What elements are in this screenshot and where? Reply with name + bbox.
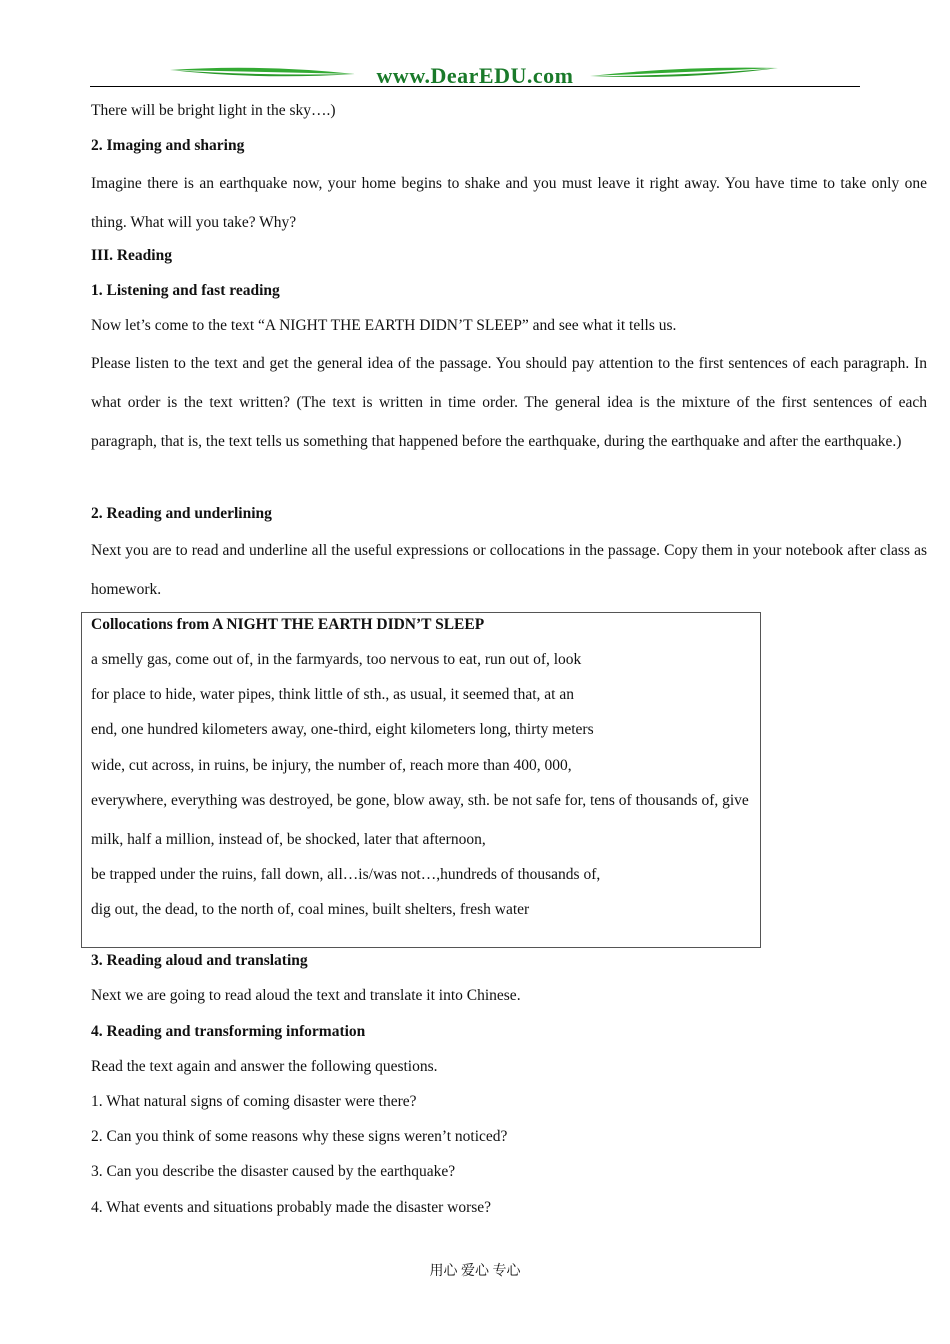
page-footer: 用心 爱心 专心	[429, 1264, 521, 1279]
listening-intro: Now let’s come to the text “A NIGHT THE EARTH DIDN’T SLEEP” and see what it tells us.	[91, 317, 677, 334]
subsection-heading-listening: 1. Listening and fast reading	[91, 282, 280, 299]
subsection-heading-underlining: 2. Reading and underlining	[91, 505, 272, 522]
aloud-text: Next we are going to read aloud the text and translate it into Chinese.	[91, 987, 521, 1004]
collocation-line: be trapped under the ruins, fall down, all…is/was not…,hundreds of thousands of,	[91, 866, 601, 883]
question-item: 1. What natural signs of coming disaster were there?	[91, 1093, 417, 1110]
imaging-paragraph: Imagine there is an earthquake now, your home begins to shake and you must leave it right away. You have time to take only one thing. What will you take? Why?	[91, 175, 927, 231]
subsection-heading-transforming: 4. Reading and transforming information	[91, 1023, 366, 1040]
header-rule	[90, 86, 860, 87]
collocation-line: a smelly gas, come out of, in the farmyards, too nervous to eat, run out of, look	[91, 651, 582, 668]
question-item: 3. Can you describe the disaster caused by the earthquake?	[91, 1163, 456, 1180]
collocation-line: milk, half a million, instead of, be shocked, later that afternoon,	[91, 831, 486, 848]
collocation-line: wide, cut across, in ruins, be injury, the number of, reach more than 400, 000,	[91, 757, 572, 774]
collocation-line: for place to hide, water pipes, think little of sth., as usual, it seemed that, at an	[91, 686, 574, 703]
collocation-line: dig out, the dead, to the north of, coal mines, built shelters, fresh water	[91, 901, 530, 918]
listening-paragraph: Please listen to the text and get the general idea of the passage. You should pay attention to the first sentences of each paragraph. In what order is the text written? (The text is written in time order. The general idea is the mixture of the first sentences of each paragraph, that is, the text tells us something that happened before the earthquake, during the earthquake and after the earthquake.)	[91, 355, 927, 450]
section-heading-imaging: 2. Imaging and sharing	[91, 137, 245, 154]
prev-section-end: There will be bright light in the sky….)	[91, 102, 336, 119]
collocations-title: Collocations from A NIGHT THE EARTH DIDN’T SLEEP	[91, 616, 485, 633]
section-heading-reading: III. Reading	[91, 247, 172, 264]
subsection-heading-aloud: 3. Reading aloud and translating	[91, 952, 308, 969]
collocation-line: end, one hundred kilometers away, one-third, eight kilometers long, thirty meters	[91, 721, 594, 738]
page-header	[90, 60, 860, 90]
underlining-paragraph: Next you are to read and underline all the useful expressions or collocations in the passage. Copy them in your notebook after class as homework.	[91, 542, 927, 598]
question-item: 4. What events and situations probably made the disaster worse?	[91, 1199, 492, 1216]
question-item: 2. Can you think of some reasons why these signs weren’t noticed?	[91, 1128, 508, 1145]
site-logo: www.DearEDU.com	[376, 63, 574, 88]
collocation-line: everywhere, everything was destroyed, be gone, blow away, sth. be not safe for, tens of thousands of, give	[91, 792, 749, 809]
transforming-text: Read the text again and answer the following questions.	[91, 1058, 438, 1075]
